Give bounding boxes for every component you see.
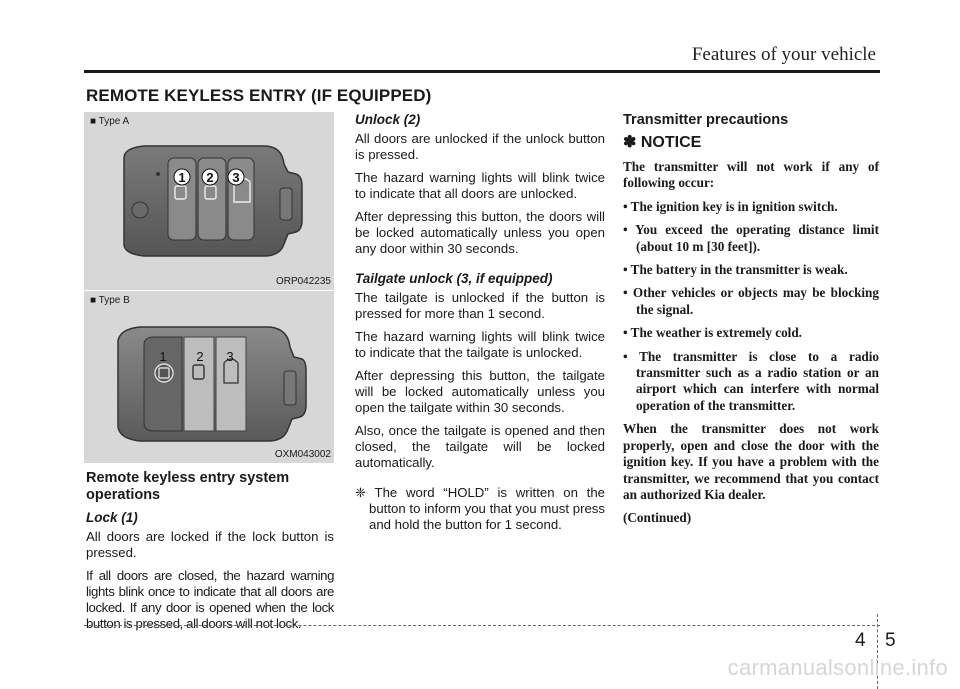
figure-a-label: ■ Type A — [90, 116, 130, 127]
bullet-item: • Other vehicles or objects may be blocking the signal. — [623, 285, 879, 317]
notice-heading: ✽ NOTICE — [623, 134, 702, 151]
header-rule — [84, 70, 880, 73]
fob-a-label-2: 2 — [206, 170, 214, 185]
unlock-paragraph-1: All doors are unlocked if the unlock button is pressed. — [355, 131, 605, 162]
operations-heading: Remote keyless entry system operations — [86, 470, 290, 503]
unlock-paragraph-2: The hazard warning lights will blink twice to indicate that all doors are unlocked. — [355, 170, 605, 201]
continued-label: (Continued) — [623, 510, 692, 526]
bullet-item: • The battery in the transmitter is weak. — [623, 262, 848, 278]
figure-type-b — [84, 290, 334, 463]
running-header: Features of your vehicle — [691, 44, 876, 65]
fob-a-label-1: 1 — [178, 170, 186, 185]
unlock-paragraph-3: After depressing this button, the doors will be locked automatically unless you open any door within 30 seconds. — [355, 209, 605, 256]
lock-paragraph-1: All doors are locked if the lock button is pressed. — [86, 529, 334, 560]
tailgate-paragraph-3: After depressing this button, the tailgate will be locked automatically unless you open the tailgate within 30 seconds. — [355, 368, 605, 415]
footer-rule — [84, 625, 880, 626]
lock-heading: Lock (1) — [86, 510, 138, 525]
tailgate-paragraph-4: Also, once the tailgate is opened and then closed, the tailgate will be locked automatically. — [355, 423, 605, 470]
figure-b-label: ■ Type B — [90, 295, 130, 306]
column-1 — [86, 470, 334, 639]
section-title: REMOTE KEYLESS ENTRY (IF EQUIPPED) — [86, 86, 432, 105]
fob-a-label-3: 3 — [232, 170, 240, 185]
precautions-heading: Transmitter precautions — [623, 112, 789, 128]
figure-b-code: OXM043002 — [274, 449, 331, 460]
bullet-item: • You exceed the operating distance limit (about 10 m [30 feet]). — [623, 222, 879, 254]
watermark: carmanualsonline.info — [727, 655, 948, 680]
notice-paragraph: When the transmitter does not work properly, open and close the door with the ignition key. If you have a problem with the transmitter, we recommend that you contact an authorized Kia dealer. — [623, 421, 879, 502]
page-number: 5 — [885, 630, 896, 651]
column-3 — [623, 112, 879, 534]
tailgate-heading: Tailgate unlock (3, if equipped) — [355, 271, 553, 286]
fob-b-label-3: 3 — [226, 349, 234, 364]
tailgate-paragraph-1: The tailgate is unlocked if the button is pressed for more than 1 second. — [355, 290, 605, 321]
chapter-number: 4 — [855, 630, 866, 651]
key-fob-type-a-illustration — [84, 112, 334, 290]
key-fob-type-b-illustration — [84, 291, 334, 463]
unlock-heading: Unlock (2) — [355, 112, 421, 127]
hold-note: ❈ The word “HOLD” is written on the button to inform you that you must press and hold the button for 1 second. — [355, 485, 605, 532]
bullet-item: • The transmitter is close to a radio transmitter such as a radio station or an airport which can interfere with normal operation of the transmitter. — [623, 348, 879, 413]
bullet-item: • The ignition key is in ignition switch. — [623, 198, 838, 214]
column-2 — [355, 112, 605, 540]
lock-paragraph-2: If all doors are closed, the hazard warning lights blink once to indicate that all doors are locked. If any door is opened when the lock button is pressed, all doors will not lock. — [86, 568, 334, 631]
bullet-item: • The weather is extremely cold. — [623, 325, 802, 341]
fob-b-label-1: 1 — [159, 349, 167, 364]
figure-type-a — [84, 112, 334, 290]
fob-b-label-2: 2 — [196, 349, 204, 364]
figure-a-code: ORP042235 — [275, 276, 331, 287]
notice-intro: The transmitter will not work if any of following occur: — [623, 159, 879, 191]
tailgate-paragraph-2: The hazard warning lights will blink twice to indicate that the tailgate is unlocked. — [355, 329, 605, 360]
